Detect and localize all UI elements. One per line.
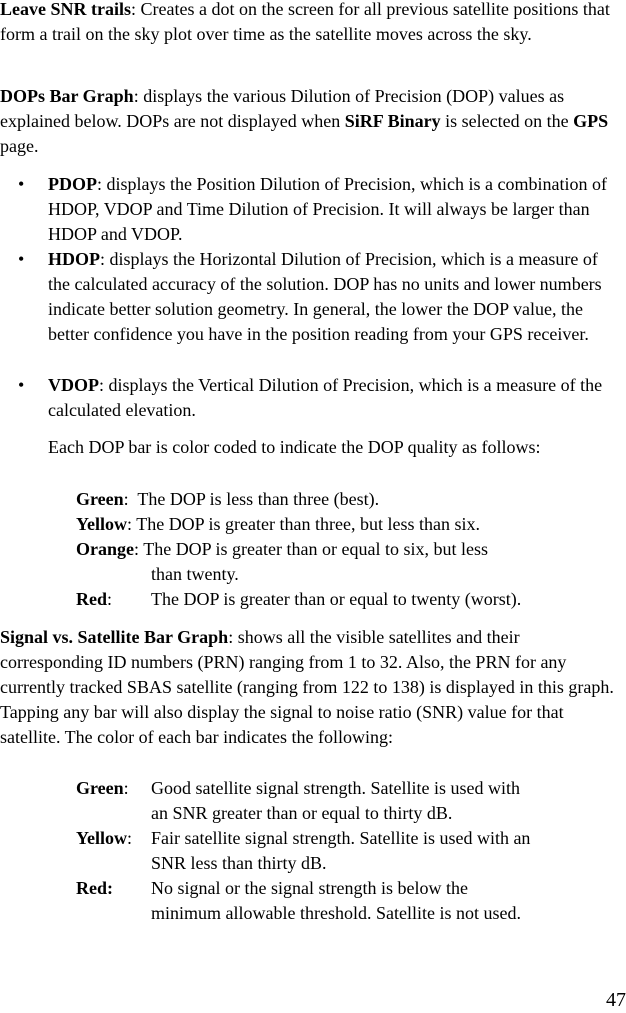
signal-yellow-entry	[76, 826, 621, 876]
signal-bar-text: : shows all the visible satellites and their corresponding ID numbers (PRN) ranging from 1 to 32. Also, the PRN for any currently tracked SBAS satellite (ranging from 122 to 138) is displayed in this graph. Tapping any bar will also display the signal to noise ratio (SNR) value for that satellite. The color of each bar indicates the following:	[0, 627, 614, 747]
bullet-icon: •	[18, 375, 25, 395]
dops-bar-term: DOPs Bar Graph	[0, 86, 134, 106]
entry-term: Red	[76, 589, 107, 609]
signal-red-entry	[76, 876, 621, 926]
bullet-icon: •	[18, 174, 25, 194]
dops-bar-text: : displays the various Dilution of Precision (DOP) values as explained below. DOPs are not displayed when	[0, 86, 565, 131]
entry-term: Red:	[76, 878, 113, 898]
dop-yellow-entry	[76, 512, 621, 537]
entry-sep: :	[134, 539, 140, 559]
entry-text-cont: than twenty.	[151, 564, 239, 584]
entry-term: Green	[76, 778, 124, 798]
entry-text: No signal or the signal strength is below the	[151, 878, 468, 898]
entry-term: Yellow	[76, 514, 127, 534]
dop-red-entry	[76, 587, 621, 612]
dop-green-entry	[76, 487, 621, 512]
vdop-term: VDOP	[48, 375, 99, 395]
bullet-vdop	[18, 373, 620, 423]
gps-term: GPS	[573, 111, 609, 131]
leave-snr-term: Leave SNR trails	[0, 0, 131, 19]
entry-text: The DOP is less than three (best).	[137, 489, 380, 509]
dops-bar-text-3: page.	[0, 136, 39, 156]
bullet-icon: •	[18, 249, 25, 269]
entry-term: Orange	[76, 539, 134, 559]
dop-orange-entry	[76, 537, 621, 587]
entry-sep: :	[123, 778, 129, 798]
bullet-hdop	[18, 247, 620, 347]
sirf-binary-term: SiRF Binary	[344, 111, 441, 131]
entry-text: Good satellite signal strength. Satellite is used with	[151, 778, 520, 798]
hdop-text: : displays the Horizontal Dilution of Precision, which is a measure of the calculated accuracy of the solution. DOP has no units and lower numbers indicate better solution geometry. In general, the lower the DOP value, the better confidence you have in the position reading from your GPS receiver.	[48, 249, 602, 344]
entry-text: The DOP is greater than or equal to six, but less	[143, 539, 488, 559]
signal-bar-paragraph	[0, 625, 620, 750]
entry-term: Yellow	[76, 828, 127, 848]
bullet-pdop	[18, 172, 620, 247]
leave-snr-paragraph	[0, 0, 620, 47]
hdop-term: HDOP	[48, 249, 100, 269]
entry-sep: :	[123, 489, 129, 509]
entry-text: The DOP is greater than or equal to twenty (worst).	[151, 589, 522, 609]
signal-bar-term: Signal vs. Satellite Bar Graph	[0, 627, 229, 647]
vdop-text: : displays the Vertical Dilution of Precision, which is a measure of the calculated elevation.	[48, 375, 603, 420]
entry-sep: :	[127, 828, 133, 848]
entry-text-cont: SNR less than thirty dB.	[151, 853, 327, 873]
pdop-term: PDOP	[48, 174, 97, 194]
entry-term: Green	[76, 489, 124, 509]
dops-bar-text-2: is selected on the	[440, 111, 574, 131]
pdop-text: : displays the Position Dilution of Precision, which is a combination of HDOP, VDOP and Time Dilution of Precision. It will always be larger than HDOP and VDOP.	[48, 174, 607, 244]
entry-text: The DOP is greater than three, but less than six.	[136, 514, 480, 534]
entry-text-cont: minimum allowable threshold. Satellite is not used.	[151, 903, 521, 923]
entry-sep: :	[127, 514, 133, 534]
dop-color-intro: Each DOP bar is color coded to indicate the DOP quality as follows:	[48, 437, 541, 457]
dops-bar-paragraph	[0, 84, 620, 159]
entry-text: Fair satellite signal strength. Satellite is used with an	[151, 828, 531, 848]
entry-sep: :	[107, 589, 113, 609]
page-number: 47	[606, 989, 626, 1011]
leave-snr-text: : Creates a dot on the screen for all previous satellite positions that form a trail on the sky plot over time as the satellite moves across the sky.	[0, 0, 610, 44]
signal-green-entry	[76, 776, 621, 826]
entry-text-cont: an SNR greater than or equal to thirty dB.	[151, 803, 453, 823]
